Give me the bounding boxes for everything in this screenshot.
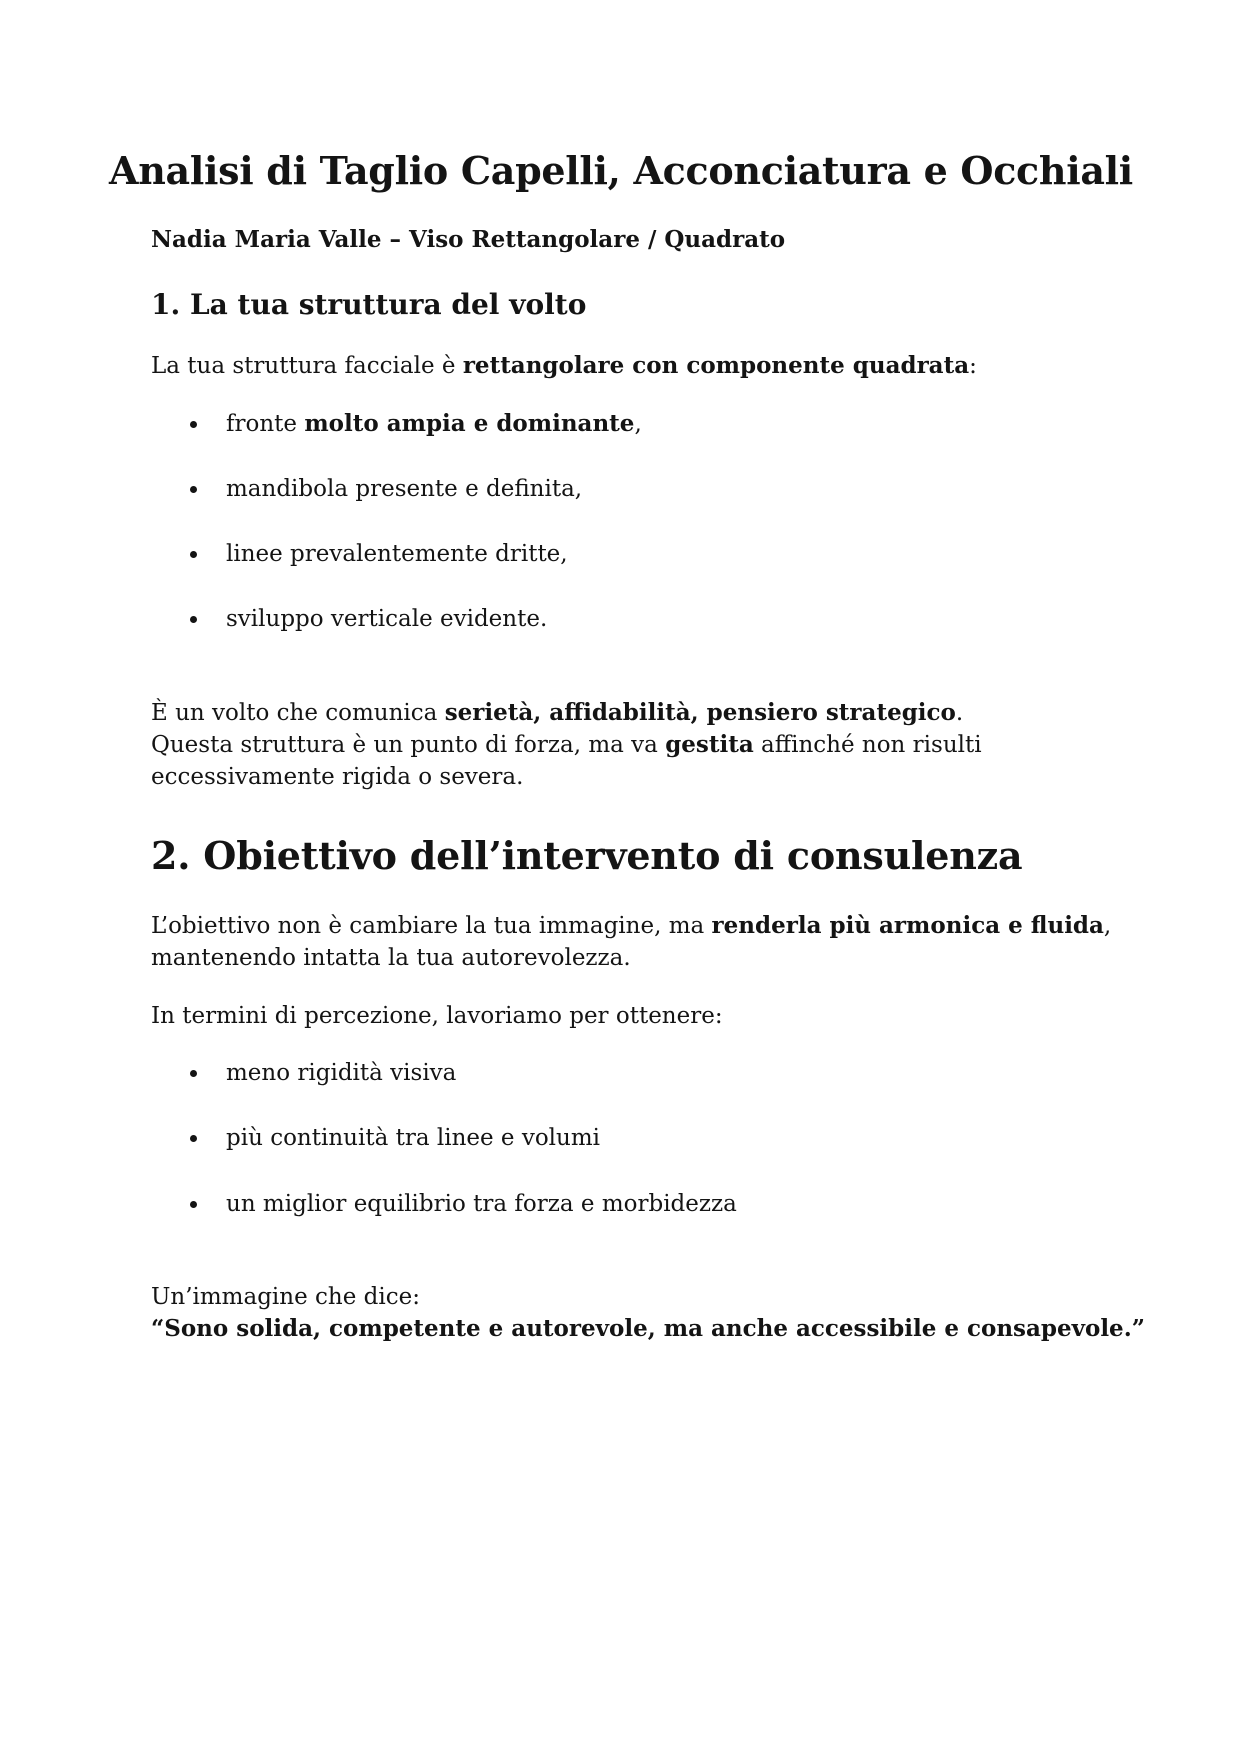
- section2-p1-line1: L’obiettivo non è cambiare la tua immagine, ma renderla più armonica e fluida,: [151, 912, 1112, 939]
- bullet-icon: [190, 551, 197, 558]
- section2-p2: In termini di percezione, lavoriamo per ottenere:: [151, 1003, 723, 1029]
- section1-closing-line1: È un volto che comunica serietà, affidabilità, pensiero strategico.: [151, 699, 964, 726]
- bullet-icon: [190, 1070, 197, 1077]
- section1-closing-line2: Questa struttura è un punto di forza, ma va gestita affinché non risulti: [151, 731, 982, 758]
- section2-heading: 2. Obiettivo dell’intervento di consulenza: [151, 833, 1023, 878]
- document-subtitle: Nadia Maria Valle – Viso Rettangolare / Quadrato: [151, 226, 786, 253]
- bullet-icon: [190, 421, 197, 428]
- document-title: Analisi di Taglio Capelli, Acconciatura e Occhiali: [109, 148, 1133, 193]
- bullet-icon: [190, 1135, 197, 1142]
- quote: “Sono solida, competente e autorevole, ma anche accessibile e consapevole.”: [151, 1315, 1145, 1342]
- bullet-icon: [190, 616, 197, 623]
- document-page: Analisi di Taglio Capelli, Acconciatura e Occhiali Nadia Maria Valle – Viso Rettangolare / Quadrato 1. La tua struttura del volto La tua struttura facciale è rettangolare con componente quadrata: fronte molto ampia e dominante, mandibola presente e definita, linee prevalentemente dritte, sviluppo verticale evidente. È un volto che comunica serietà, affidabilità, pensiero strategico. Questa struttura è un punto di forza, ma va gestita affinché non risulti eccessivamente rigida o severa. 2. Obiettivo dell’intervento di consulenza L’obiettivo non è cambiare la tua immagine, ma renderla più armonica e fluida, mantenendo intatta la tua autorevolezza. In termini di percezione, lavoriamo per ottenere: meno rigidità visiva più continuità tra linee e volumi un miglior equilibrio tra forza e morbidezza Un’immagine che dice: “Sono solida, competente e autorevole, ma anche accessibile e consapevole.”: [0, 0, 1242, 1755]
- section1-intro: La tua struttura facciale è rettangolare con componente quadrata:: [151, 352, 977, 379]
- bullet-icon: [190, 486, 197, 493]
- section1-closing-line3: eccessivamente rigida o severa.: [151, 764, 524, 790]
- quote-intro: Un’immagine che dice:: [151, 1284, 420, 1310]
- bullet-icon: [190, 1201, 197, 1208]
- section1-heading: 1. La tua struttura del volto: [151, 288, 587, 321]
- section2-p1-line2: mantenendo intatta la tua autorevolezza.: [151, 945, 631, 971]
